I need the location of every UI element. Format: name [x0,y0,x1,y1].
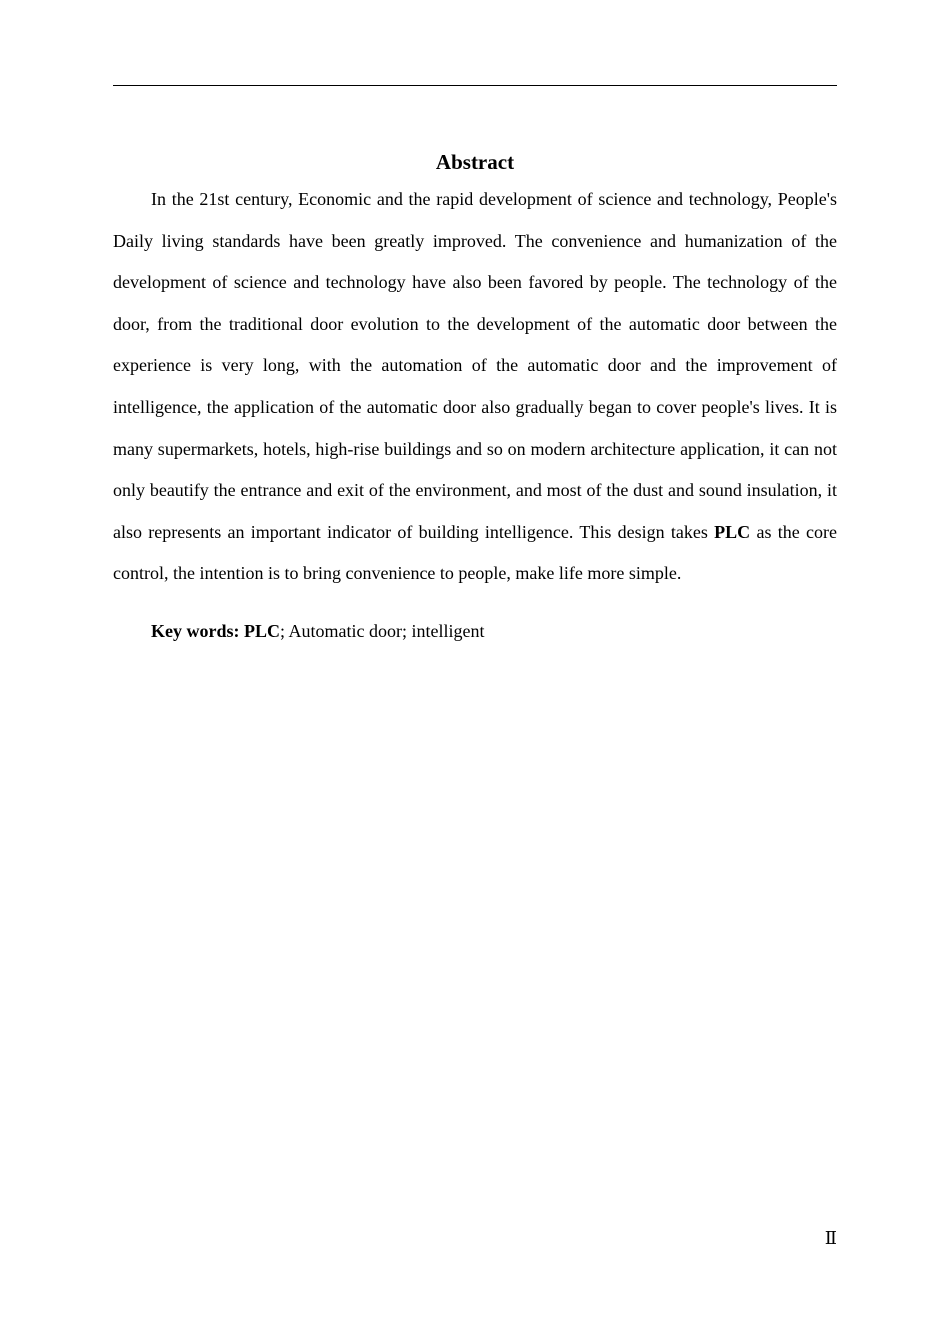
abstract-body [113,179,837,595]
abstract-text-part-2: as the core control, the intention is to bring convenience to people, make life more simple. [113,521,837,584]
header-rule [113,85,837,86]
keywords-first-term: PLC [244,620,280,641]
page-number: Ⅱ [824,1228,837,1248]
abstract-section [113,147,837,646]
abstract-bold-term: PLC [714,521,751,542]
abstract-text-part-1: In the 21st century, Economic and the rapid development of science and technology, People's Daily living standards have been greatly improved. The convenience and humanization of the development of science and technology have also been favored by people. The technology of the door, from the traditional door evolution to the development of the automatic door between the experience is very long, with the automation of the automatic door and the improvement of intelligence, the application of the automatic door also gradually began to cover people's lives. It is many supermarkets, hotels, high-rise buildings and so on modern architecture application, it can not only beautify the entrance and exit of the environment, and most of the dust and sound insulation, it also represents an important indicator of building intelligence. This design takes [113,189,837,542]
keywords-rest: ; Automatic door; intelligent [280,620,485,641]
abstract-title: Abstract [435,150,515,174]
keywords-label: Key words: [151,620,244,641]
keywords-line [113,616,837,646]
